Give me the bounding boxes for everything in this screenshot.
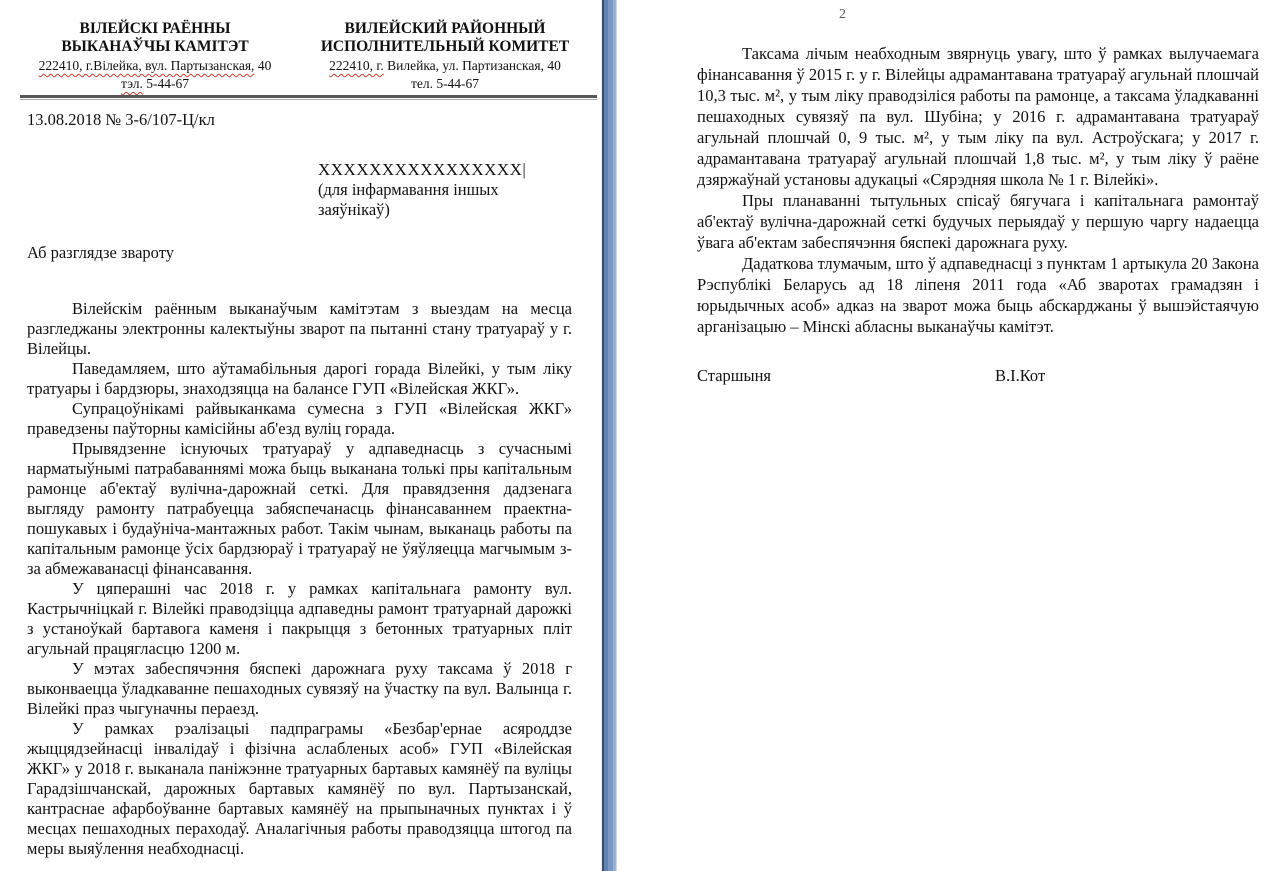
org-ru-phone: тел. 5-44-67 — [410, 76, 480, 91]
page-gap-divider — [601, 0, 617, 871]
signature-row — [697, 366, 1259, 386]
page-1[interactable] — [0, 0, 601, 871]
paragraph: У мэтах забеспячэння бяспекі дарожнага руху таксама ў 2018 г выконваецца ўладкаванне пешаходных сувязяў на ўчастку па вул. Валынца г. Вілейкі праз чыгуначны пераезд. — [27, 659, 572, 718]
org-name-russian — [300, 20, 590, 92]
paragraph: Дадаткова тлумачым, што ў адпаведнасці з пунктам 1 артыкула 20 Закона Рэспублікі Беларусь ад 18 ліпеня 2011 года «Аб зваротах грамадзян і юрыдычных асоб» адказ на зварот можа быць абскарджаны ў вышэйстаячую арганізацыю – Мінскі абласны выканаўчы камітэт. — [697, 254, 1259, 336]
org-by-address-misspelled: 222410, г.Вілейка, вул. Партызанская, — [38, 58, 255, 73]
page2-body — [697, 43, 1259, 337]
paragraph: Супрацоўнікамі райвыканкама сумесна з ГУП «Вілейская ЖКГ» праведзены паўторны камісійны аб'езд вуліц горада. — [27, 399, 572, 438]
page-number: 2 — [839, 7, 846, 22]
org-ru-line2: ИСПОЛНИТЕЛЬНЫЙ КОМИТЕТ — [320, 38, 570, 55]
paragraph: Таксама лічым неабходным звярнуць увагу, што ў рамках вылучаемага фінансавання ў 2015 г. у г. Вілейцы адрамантавана тратуараў агульнай плошчай 10,3 тыс. м², у тым ліку праводзіліся работы па рамонце, а таксама ўладкаванні пешаходных сувязяў па вул. Шубіна; у 2016 г. адрамантавана тратуараў агульнай плошчай 0, 9 тыс. м², у тым ліку па вул. Астроўскага; у 2017 г. адрамантавана тратуараў агульнай плошчай 1,8 тыс. м², у тым ліку ў раёне дзяржаўнай установы адукацыі «Сярэдняя школа № 1 г. Вілейкі». — [697, 44, 1259, 189]
org-ru-address — [300, 57, 590, 74]
page1-body — [27, 299, 572, 859]
org-by-phone — [10, 75, 300, 92]
org-by-phone-rest: 5-44-67 — [142, 76, 190, 91]
recipient-note: (для інфармавання іншых заяўнікаў) — [318, 180, 499, 219]
org-by-line1: ВІЛЕЙСКІ РАЁННЫ — [79, 20, 231, 37]
org-by-address-rest: 40 — [254, 58, 272, 73]
org-by-line2: ВЫКАНАЎЧЫ КАМІТЭТ — [61, 38, 249, 55]
signature-title: Старшыня — [697, 366, 771, 385]
org-by-phone-misspelled: тэл. — [120, 76, 143, 91]
org-ru-line1: ВИЛЕЙСКИЙ РАЙОННЫЙ — [344, 20, 546, 37]
recipient-block — [318, 160, 540, 220]
org-name-belarusian — [10, 20, 300, 92]
paragraph: Прывядзенне існуючых тратуараў у адпаведнасць з сучаснымі нарматыўнымі патрабаваннямі можа быць выканана толькі пры капітальным рамонце аб'ектаў вулічна-дарожнай сеткі. Для правядзення дадзенага выгляду рамонту патрабуецца забяспечанасць фінансаваннем праектна-пошукавых і будаўніча-мантажных работ. Такім чынам, выканаць работы па капітальным рамонце ўсіх бардзюраў і тратуараў не ўяўляецца магчымым з-за абмежаванасці фінансавання. — [27, 439, 572, 578]
letterhead-rule-thick — [20, 95, 597, 98]
paragraph: Пры планаванні тытульных спісаў бягучага і капітальнага рамонтаў аб'ектаў вулічна-дарожнай сеткі будучых перыядаў у першую чаргу надаецца ўвага аб'ектам забеспячэння бяспекі дарожнага руху. — [697, 191, 1259, 252]
paragraph: Паведамляем, што аўтамабільныя дарогі горада Вілейкі, у тым ліку тратуары і бардзюры, знаходзяцца на балансе ГУП «Вілейская ЖКГ». — [27, 359, 572, 398]
paragraph: У рамках рэалізацыі падпраграмы «Безбар'ернае асяроддзе жыццядзейнасці інвалідаў і фізічна аслабленых асоб» ГУП «Вілейская ЖКГ» у 2018 г. выканала паніжэнне тратуарных бартавых камянёў па вуліцы Гарадзішчанскай, дарожных бартавых камянёў по вул. Партызанскай, кантраснае афарбоўванне бартавых камянёў на прыпыначных пунктах і ў месцах пешаходных пераходаў. Аналагічныя работы праводзяцца штогод па меры выяўлення неабходнасці. — [27, 719, 572, 858]
letterhead-rule-thin — [20, 99, 597, 100]
recipient-masked-name: ХХХХХХХХХХХХХХХХ| — [318, 160, 527, 179]
org-ru-address-rest: Вилейка, ул. Партизанская, 40 — [383, 58, 561, 73]
letterhead — [10, 20, 590, 92]
page-2[interactable] — [617, 0, 1280, 871]
paragraph: Вілейскім раённым выканаўчым камітэтам з выездам на месца разгледжаны электронны калектыўны зварот па пытанні стану тратуараў у г. Вілейцы. — [27, 299, 572, 358]
signature-name: В.І.Кот — [995, 366, 1046, 385]
date-reference-line: 13.08.2018 № 3-6/107-Ц/кл — [27, 110, 215, 129]
org-by-address — [10, 57, 300, 74]
subject-line: Аб разглядзе звароту — [27, 243, 174, 262]
letterhead-divider-line — [20, 95, 597, 100]
org-ru-address-misspelled: 222410, г. — [329, 58, 384, 73]
paragraph: У цяперашні час 2018 г. у рамках капітальнага рамонту вул. Кастрычніцкай г. Вілейкі праводзіцца адпаведны рамонт тратуарнай дарожкі з устаноўкай бартавога каменя і пакрыцця з бетонных тратуарных пліт агульнай працягласцю 1200 м. — [27, 579, 572, 658]
